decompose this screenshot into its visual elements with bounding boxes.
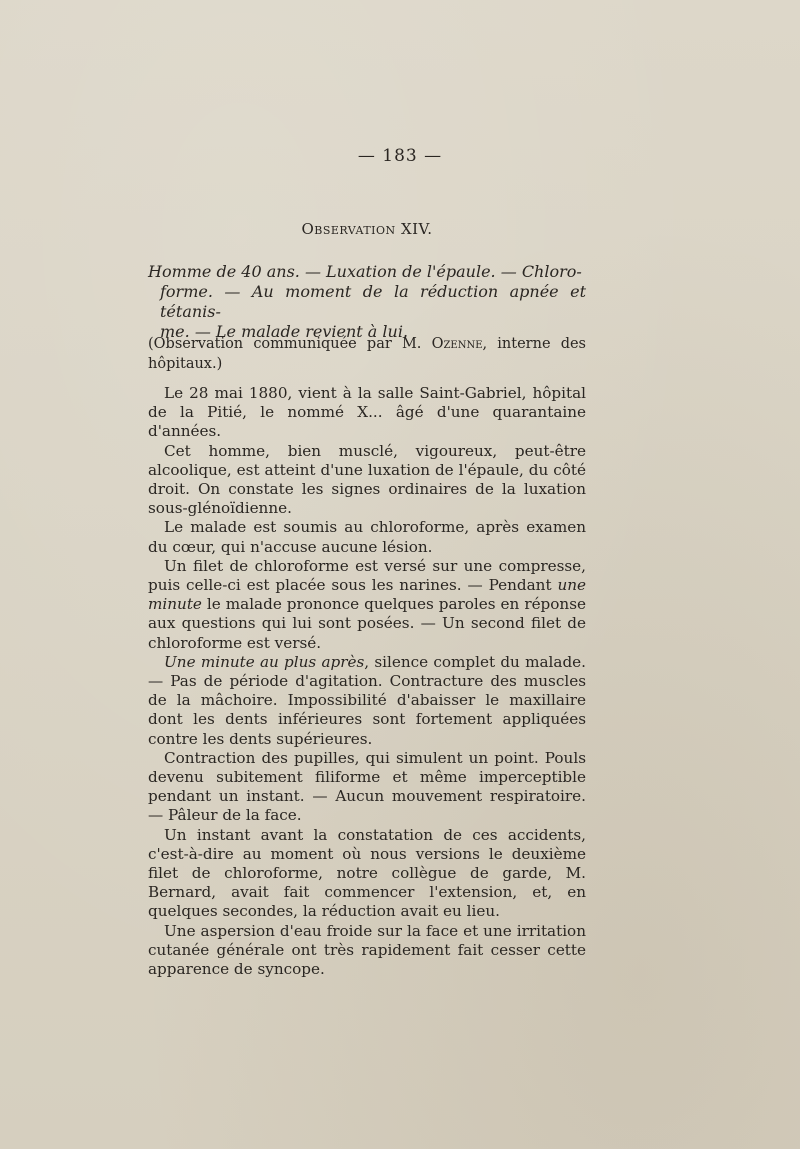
paragraph-8: Une aspersion d'eau froide sur la face et une irritation cutanée générale ont très rapidement fait cesser cette apparence de syncope. bbox=[148, 921, 586, 979]
observation-title-prefix: Observation bbox=[301, 220, 396, 238]
paragraph-5-part-b: , silence complet du malade. — Pas de période d'agitation. Contracture des muscles de la mâchoire. Impossibilité d'abaisser le maxillaire dont les dents inférieures sont fortement appliquées contre les dents supérieures. bbox=[148, 652, 586, 748]
observation-title bbox=[148, 220, 586, 238]
paragraph-6: Contraction des pupilles, qui simulent un point. Pouls devenu subitement filiforme et même imperceptible pendant un instant. — Aucun mouvement respiratoire. — Pâleur de la face. bbox=[148, 748, 586, 825]
paragraph-1: Le 28 mai 1880, vient à la salle Saint-Gabriel, hôpital de la Pitié, le nommé X... âgé d'une quarantaine d'années. bbox=[148, 384, 586, 441]
paragraph-5-emphasis: Une minute au plus après bbox=[164, 652, 365, 671]
paragraph-5 bbox=[148, 653, 586, 749]
paragraph-7: Un instant avant la constatation de ces accidents, c'est-à-dire au moment où nous versions le deuxième filet de chloroforme, notre collègue de garde, M. Bernard, avait fait commencer l'extension, et, en quelques secondes, la réduction avait eu lieu. bbox=[148, 825, 586, 921]
paragraph-4-emphasis: une minute bbox=[148, 576, 586, 614]
paragraph-4-part-b: le malade prononce quelques paroles en réponse aux questions qui lui sont posées. — Un second filet de chloroforme est versé. bbox=[148, 595, 586, 652]
communication-prefix: (Observation communiquée par M. bbox=[148, 336, 422, 352]
page-number: — 183 — bbox=[357, 146, 443, 166]
paragraph-4 bbox=[148, 557, 586, 653]
summary-line-3: me. — Le malade revient à lui. bbox=[160, 322, 409, 341]
paragraph-2: Cet homme, bien musclé, vigoureux, peut-être alcoolique, est atteint d'une luxation de l'épaule, du côté droit. On constate les signes ordinaires de la luxation sous-glénoïdienne. bbox=[148, 441, 586, 518]
communication-name: Ozenne bbox=[431, 336, 483, 352]
observation-title-number: XIV. bbox=[400, 220, 433, 238]
summary-line-2: forme. — Au moment de la réduction apnée et tétanis- bbox=[160, 282, 586, 321]
paragraph-3: Le malade est soumis au chloroforme, après examen du cœur, qui n'accuse aucune lésion. bbox=[148, 518, 586, 556]
observation-body bbox=[148, 384, 586, 979]
summary-line-1: Homme de 40 ans. — Luxation de l'épaule. — Chloro- bbox=[148, 262, 582, 281]
paragraph-4-part-a: Un filet de chloroforme est versé sur une compresse, puis celle-ci est placée sous les narines. — Pendant bbox=[148, 556, 586, 595]
communication-note bbox=[148, 334, 586, 374]
observation-summary bbox=[148, 262, 586, 342]
communication-suffix: , interne des hôpitaux.) bbox=[148, 336, 586, 372]
